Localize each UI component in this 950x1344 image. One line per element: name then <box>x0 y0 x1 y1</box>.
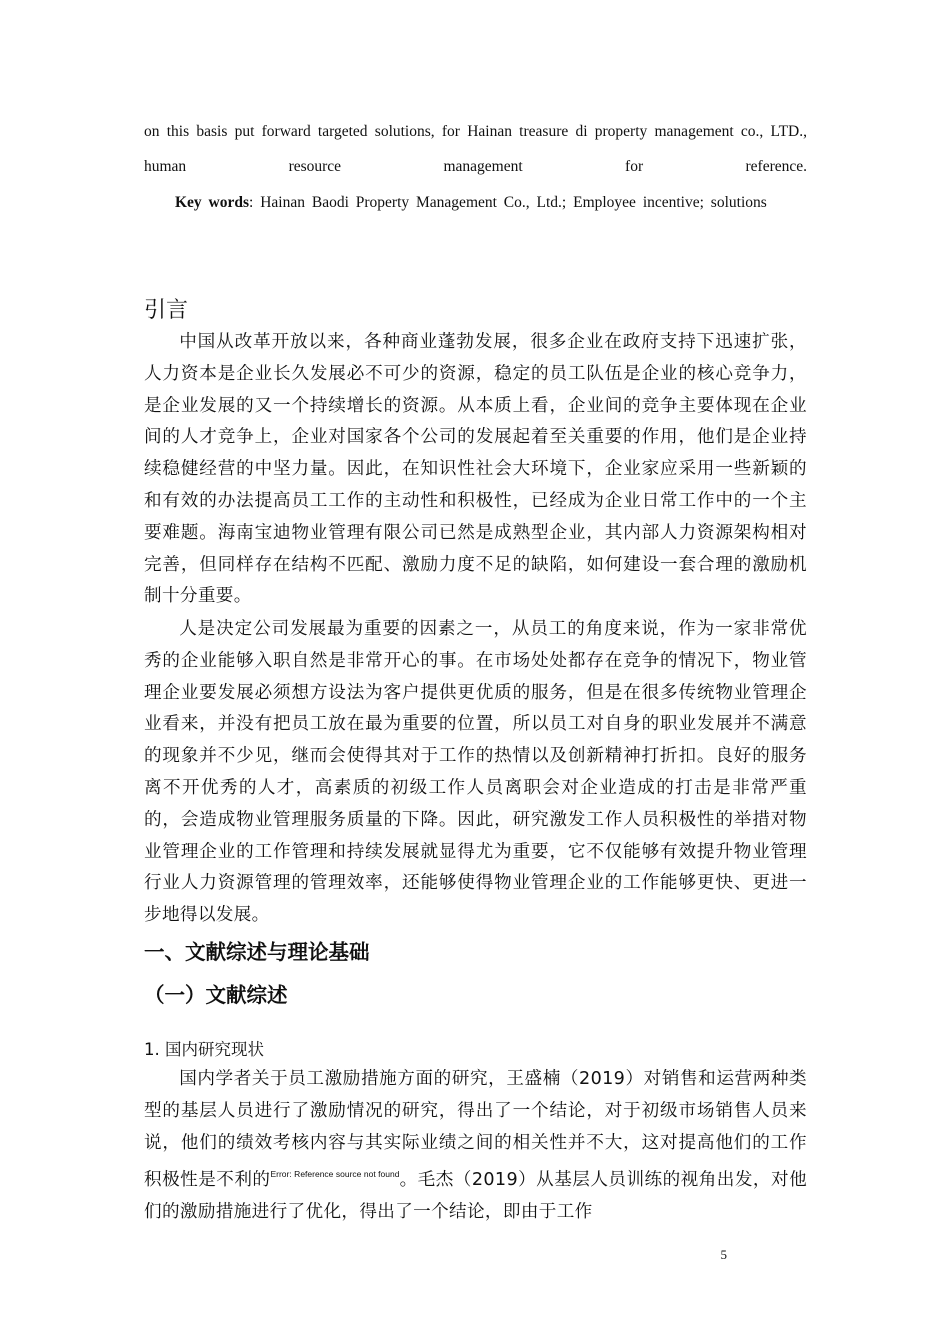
page-number: 5 <box>720 1247 727 1262</box>
reference-error-marker: Error: Reference source not found <box>270 1169 400 1180</box>
literature-paragraph-1-text-a: 国内学者关于员工激励措施方面的研究，王盛楠（2019）对销售和运营两种类型的基层人员进行了激励情况的研究，得出了一个结论，对于初级市场销售人员来说，他们的绩效考核内容与其实际业绩之间的相关性并不大，这对提高他们的工作积极性是不利的 <box>144 1069 807 1191</box>
intro-paragraph-1: 中国从改革开放以来，各种商业蓬勃发展，很多企业在政府支持下迅速扩张，人力资本是企业长久发展必不可少的资源，稳定的员工队伍是企业的核心竞争力，是企业发展的又一个持续增长的资源。从本质上看，企业间的竞争主要体现在企业间的人才竞争上，企业对国家各个公司的发展起着至关重要的作用，他们是企业持续稳健经营的中坚力量。因此，在知识性社会大环境下，企业家应采用一些新颖的和有效的办法提高员工工作的主动性和积极性，已经成为企业日常工作中的一个主要难题。海南宝迪物业管理有限公司已然是成熟型企业，其内部人力资源架构相对完善，但同样存在结构不匹配、激励力度不足的缺陷，如何建设一套合理的激励机制十分重要。 <box>144 332 807 607</box>
keywords-label: Key words <box>175 194 250 211</box>
section-heading-1: 一、文献综述与理论基础 <box>144 940 370 964</box>
literature-paragraph-1 <box>144 1064 807 1229</box>
intro-heading: 引言 <box>144 298 189 323</box>
literature-paragraph-1-text-b: 。毛杰（2019）从基层人员训练的视角出发，对他们的激励措施进行了优化，得出了一个结论，即由于工作 <box>144 1170 808 1223</box>
abstract-keywords <box>144 185 807 220</box>
keywords-text: : Hainan Baodi Property Management Co., Ltd.; Employee incentive; solutions <box>249 194 767 211</box>
intro-paragraph-2: 人是决定公司发展最为重要的因素之一，从员工的角度来说，作为一家非常优秀的企业能够入职自然是非常开心的事。在市场处处都存在竞争的情况下，物业管理企业要发展必须想方设法为客户提供更优质的服务，但是在很多传统物业管理企业看来，并没有把员工放在最为重要的位置，所以员工对自身的职业发展并不满意的现象并不少见，继而会使得其对于工作的热情以及创新精神打折扣。良好的服务离不开优秀的人才，高素质的初级工作人员离职会对企业造成的打击是非常严重的，会造成物业管理服务质量的下降。因此，研究激发工作人员积极性的举措对物业管理企业的工作管理和持续发展就显得尤为重要，它不仅能够有效提升物业管理行业人力资源管理的管理效率，还能够使得物业管理企业的工作能够更快、更进一步地得以发展。 <box>144 619 807 926</box>
abstract-continuation: on this basis put forward targeted solutions, for Hainan treasure di property management co., LTD., human resource management for reference. <box>144 123 807 175</box>
subsubsection-heading: 1. 国内研究现状 <box>144 1040 264 1059</box>
subsection-heading-1-1: （一）文献综述 <box>144 983 288 1007</box>
